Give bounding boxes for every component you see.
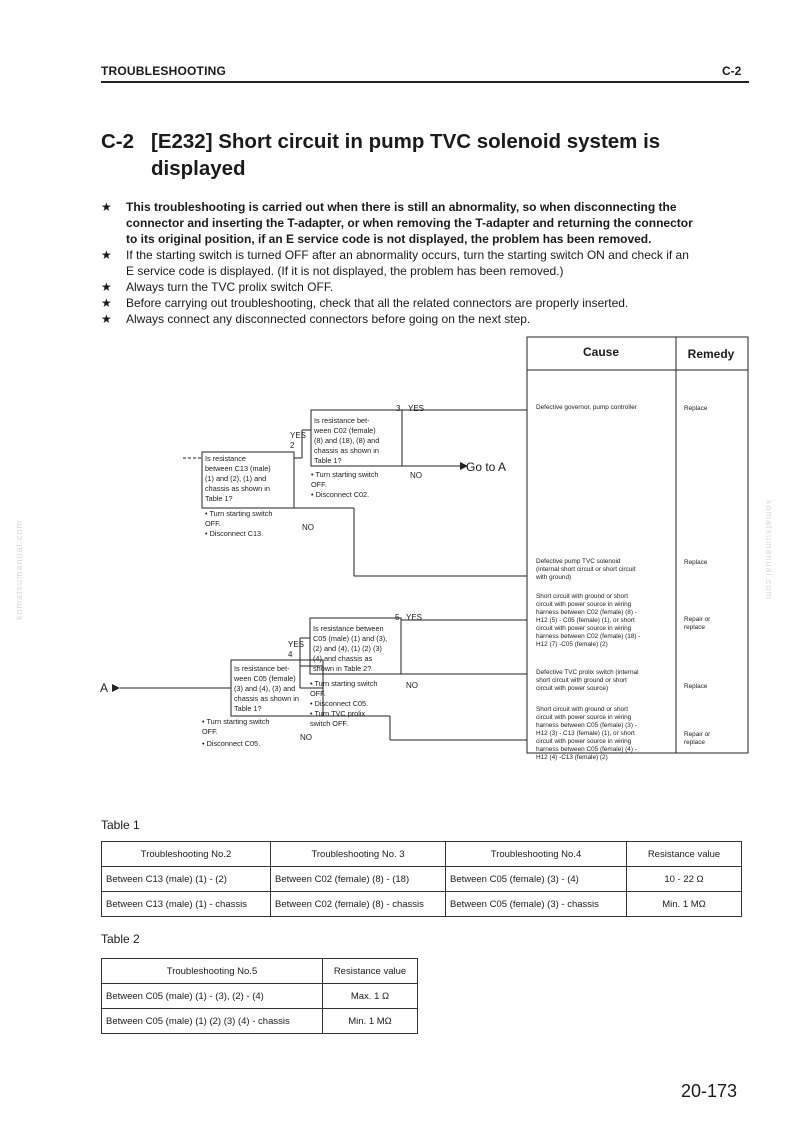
- remedy-3-line-2: replace: [684, 624, 705, 631]
- cause-3-line-2: circuit with power source in wiring: [536, 601, 632, 608]
- col-cause-header: Cause: [582, 345, 620, 359]
- header-section-label: TROUBLESHOOTING: [101, 64, 226, 78]
- table-header-cell: Troubleshooting No. 3: [271, 842, 446, 867]
- table-cell: Min. 1 MΩ: [323, 1009, 418, 1034]
- start-a-label: A: [100, 681, 109, 695]
- no-label: NO: [410, 471, 422, 480]
- box2-note-1: • Turn starting switch: [311, 470, 379, 479]
- star-icon: ★: [101, 280, 112, 294]
- table-cell: Between C05 (female) (3) - (4): [446, 867, 627, 892]
- box1-note-1: • Turn starting switch: [205, 509, 273, 518]
- box4-line-1: Is resistance bet-: [234, 664, 290, 673]
- cause-3-line-6: harness between C02 (female) (18) -: [536, 633, 641, 640]
- box5-note-5: switch OFF.: [310, 719, 349, 728]
- cause-2-line-2: (internal short circuit or short circuit: [536, 566, 636, 573]
- yes-label: YES: [290, 431, 307, 440]
- box2-note-2: OFF.: [311, 480, 327, 489]
- step-number: 2: [290, 441, 295, 450]
- bullet-3-line-1: Always turn the TVC prolix switch OFF.: [126, 280, 334, 294]
- box5-line-5: shown in Table 2?: [313, 664, 372, 673]
- yes-label: YES: [406, 613, 423, 622]
- table-header-cell: Troubleshooting No.5: [102, 959, 323, 984]
- cause-1-line-1: Defective governor, pump controller: [536, 404, 637, 411]
- star-icon: ★: [101, 248, 112, 262]
- box4-line-5: Table 1?: [234, 704, 262, 713]
- box5-note-2: OFF.: [310, 689, 326, 698]
- cause-5-line-4: H12 (3) - C13 (female) (1), or short: [536, 730, 635, 737]
- table-row: [102, 892, 742, 917]
- box5-line-2: C05 (male) (1) and (3),: [313, 634, 388, 643]
- box1-line-5: Table 1?: [205, 494, 233, 503]
- remedy-4: Replace: [684, 683, 708, 690]
- box2-line-5: Table 1?: [314, 456, 342, 465]
- cause-3-line-1: Short circuit with ground or short: [536, 593, 628, 600]
- cause-5-line-5: circuit with power source in wiring: [536, 738, 632, 745]
- box5-line-1: Is resistance between: [313, 624, 384, 633]
- box1-line-2: between C13 (male): [205, 464, 271, 473]
- bullet-1-line-3: to its original position, if an E service code is not displayed, the problem has been removed.: [126, 232, 652, 246]
- bullet-2-line-1: If the starting switch is turned OFF after an abnormality occurs, turn the starting switch ON and check if an: [126, 248, 689, 262]
- cause-5-line-3: harness between C05 (female) (3) -: [536, 722, 637, 729]
- box4-note-2: OFF.: [202, 727, 218, 736]
- table-cell: Between C02 (female) (8) - (18): [271, 867, 446, 892]
- cause-2-line-1: Defective pump TVC solenoid: [536, 558, 621, 565]
- box2-line-2: ween C02 (female): [314, 426, 376, 435]
- step-number: 3: [396, 404, 401, 413]
- cause-2-line-3: with ground): [536, 574, 572, 581]
- box1-note-3: • Disconnect C13.: [205, 529, 264, 538]
- yes-label: YES: [288, 640, 305, 649]
- header-section-code: C-2: [722, 64, 742, 78]
- watermark-left: komatsumanual.com: [14, 519, 24, 620]
- star-icon: ★: [101, 312, 112, 326]
- no-label: NO: [406, 681, 418, 690]
- box4-line-3: (3) and (4), (3) and: [234, 684, 296, 693]
- table2-caption: Table 2: [101, 932, 140, 946]
- table-cell: Between C02 (female) (8) - chassis: [271, 892, 446, 917]
- table1: [101, 841, 742, 917]
- remedy-5-line-2: replace: [684, 739, 705, 746]
- box5-note-4: • Turn TVC prolix: [310, 709, 366, 718]
- bullet-5-line-1: Always connect any disconnected connectors before going on the next step.: [126, 312, 531, 326]
- col-remedy-header: Remedy: [687, 347, 735, 361]
- cause-3-line-5: circuit with power source in wiring: [536, 625, 632, 632]
- watermark-right: komatsumanual.com: [764, 500, 774, 601]
- remedy-2: Replace: [684, 559, 708, 566]
- box1-line-4: chassis as shown in: [205, 484, 270, 493]
- table2: [101, 958, 418, 1034]
- box5-line-4: (4) and chassis as: [313, 654, 373, 663]
- star-icon: ★: [101, 296, 112, 310]
- table-cell: 10 - 22 Ω: [627, 867, 742, 892]
- cause-5-line-6: harness between C05 (female) (4) -: [536, 746, 637, 753]
- box1-line-3: (1) and (2), (1) and: [205, 474, 267, 483]
- box2-line-4: chassis as shown in: [314, 446, 379, 455]
- star-icon: ★: [101, 200, 112, 214]
- table-cell: Between C13 (male) (1) - (2): [102, 867, 271, 892]
- cause-3-line-4: H12 (5) - C05 (female) (1), or short: [536, 617, 635, 624]
- table-header-row: [102, 842, 742, 867]
- title-number: C-2: [101, 130, 135, 153]
- cause-3-line-7: H12 (7) -C05 (female) (2): [536, 641, 608, 648]
- box4-line-2: ween C05 (female): [234, 674, 296, 683]
- table-cell: Between C13 (male) (1) - chassis: [102, 892, 271, 917]
- table-row: [102, 1009, 418, 1034]
- cause-5-line-2: circuit with power source in wiring: [536, 714, 632, 721]
- cause-4-line-1: Defective TVC prolix switch (internal: [536, 669, 639, 676]
- table-header-cell: Troubleshooting No.4: [446, 842, 627, 867]
- box2-line-3: (8) and (18), (8) and: [314, 436, 380, 445]
- box1-line-1: Is resistance: [205, 454, 246, 463]
- table-header-row: [102, 959, 418, 984]
- box4-line-4: chassis as shown in: [234, 694, 299, 703]
- table-header-cell: Troubleshooting No.2: [102, 842, 271, 867]
- table-row: [102, 867, 742, 892]
- title-line-2: displayed: [151, 157, 246, 180]
- box5-line-3: (2) and (4), (1) (2) (3): [313, 644, 382, 653]
- cause-5-line-7: H12 (4) -C13 (female) (2): [536, 754, 608, 761]
- goto-a-label: Go to A: [466, 460, 507, 474]
- step-number: 5: [395, 613, 400, 622]
- title-line-1: [E232] Short circuit in pump TVC solenoid system is: [151, 130, 661, 153]
- page-number: 20-173: [681, 1081, 738, 1101]
- bullet-2-line-2: E service code is displayed. (If it is not displayed, the problem has been removed.): [126, 264, 564, 278]
- remedy-3-line-1: Repair or: [684, 616, 711, 623]
- box2-line-1: Is resistance bet-: [314, 416, 370, 425]
- box5-note-3: • Disconnect C05.: [310, 699, 369, 708]
- bullet-1-line-1: This troubleshooting is carried out when there is still an abnormality, so when disconnecting the: [126, 200, 677, 214]
- table1-caption: Table 1: [101, 818, 140, 832]
- no-label: NO: [300, 733, 312, 742]
- table-cell: Between C05 (female) (3) - chassis: [446, 892, 627, 917]
- box1-note-2: OFF.: [205, 519, 221, 528]
- box4-note-3: • Disconnect C05.: [202, 739, 261, 748]
- step-number: 4: [288, 650, 293, 659]
- table-header-cell: Resistance value: [627, 842, 742, 867]
- arrow-right-icon: [112, 684, 120, 692]
- table-row: [102, 984, 418, 1009]
- cause-5-line-1: Short circuit with ground or short: [536, 706, 628, 713]
- table-cell: Min. 1 MΩ: [627, 892, 742, 917]
- bullet-1-line-2: connector and inserting the T-adapter, or when removing the T-adapter and returning the connector: [126, 216, 693, 230]
- box4-note-1: • Turn starting switch: [202, 717, 270, 726]
- table-cell: Max. 1 Ω: [323, 984, 418, 1009]
- remedy-1: Replace: [684, 405, 708, 412]
- box2-note-3: • Disconnect C02.: [311, 490, 370, 499]
- bullet-4-line-1: Before carrying out troubleshooting, check that all the related connectors are properly inserted.: [126, 296, 629, 310]
- no-label: NO: [302, 523, 314, 532]
- box5-note-1: • Turn starting switch: [310, 679, 378, 688]
- yes-label: YES: [408, 404, 425, 413]
- cause-4-line-2: short circuit with ground or short: [536, 677, 627, 684]
- remedy-5-line-1: Repair or: [684, 731, 711, 738]
- table-cell: Between C05 (male) (1) - (3), (2) - (4): [102, 984, 323, 1009]
- table-cell: Between C05 (male) (1) (2) (3) (4) - chassis: [102, 1009, 323, 1034]
- cause-3-line-3: harness between C02 (female) (8) -: [536, 609, 637, 616]
- table-header-cell: Resistance value: [323, 959, 418, 984]
- cause-4-line-3: circuit with power source): [536, 685, 609, 692]
